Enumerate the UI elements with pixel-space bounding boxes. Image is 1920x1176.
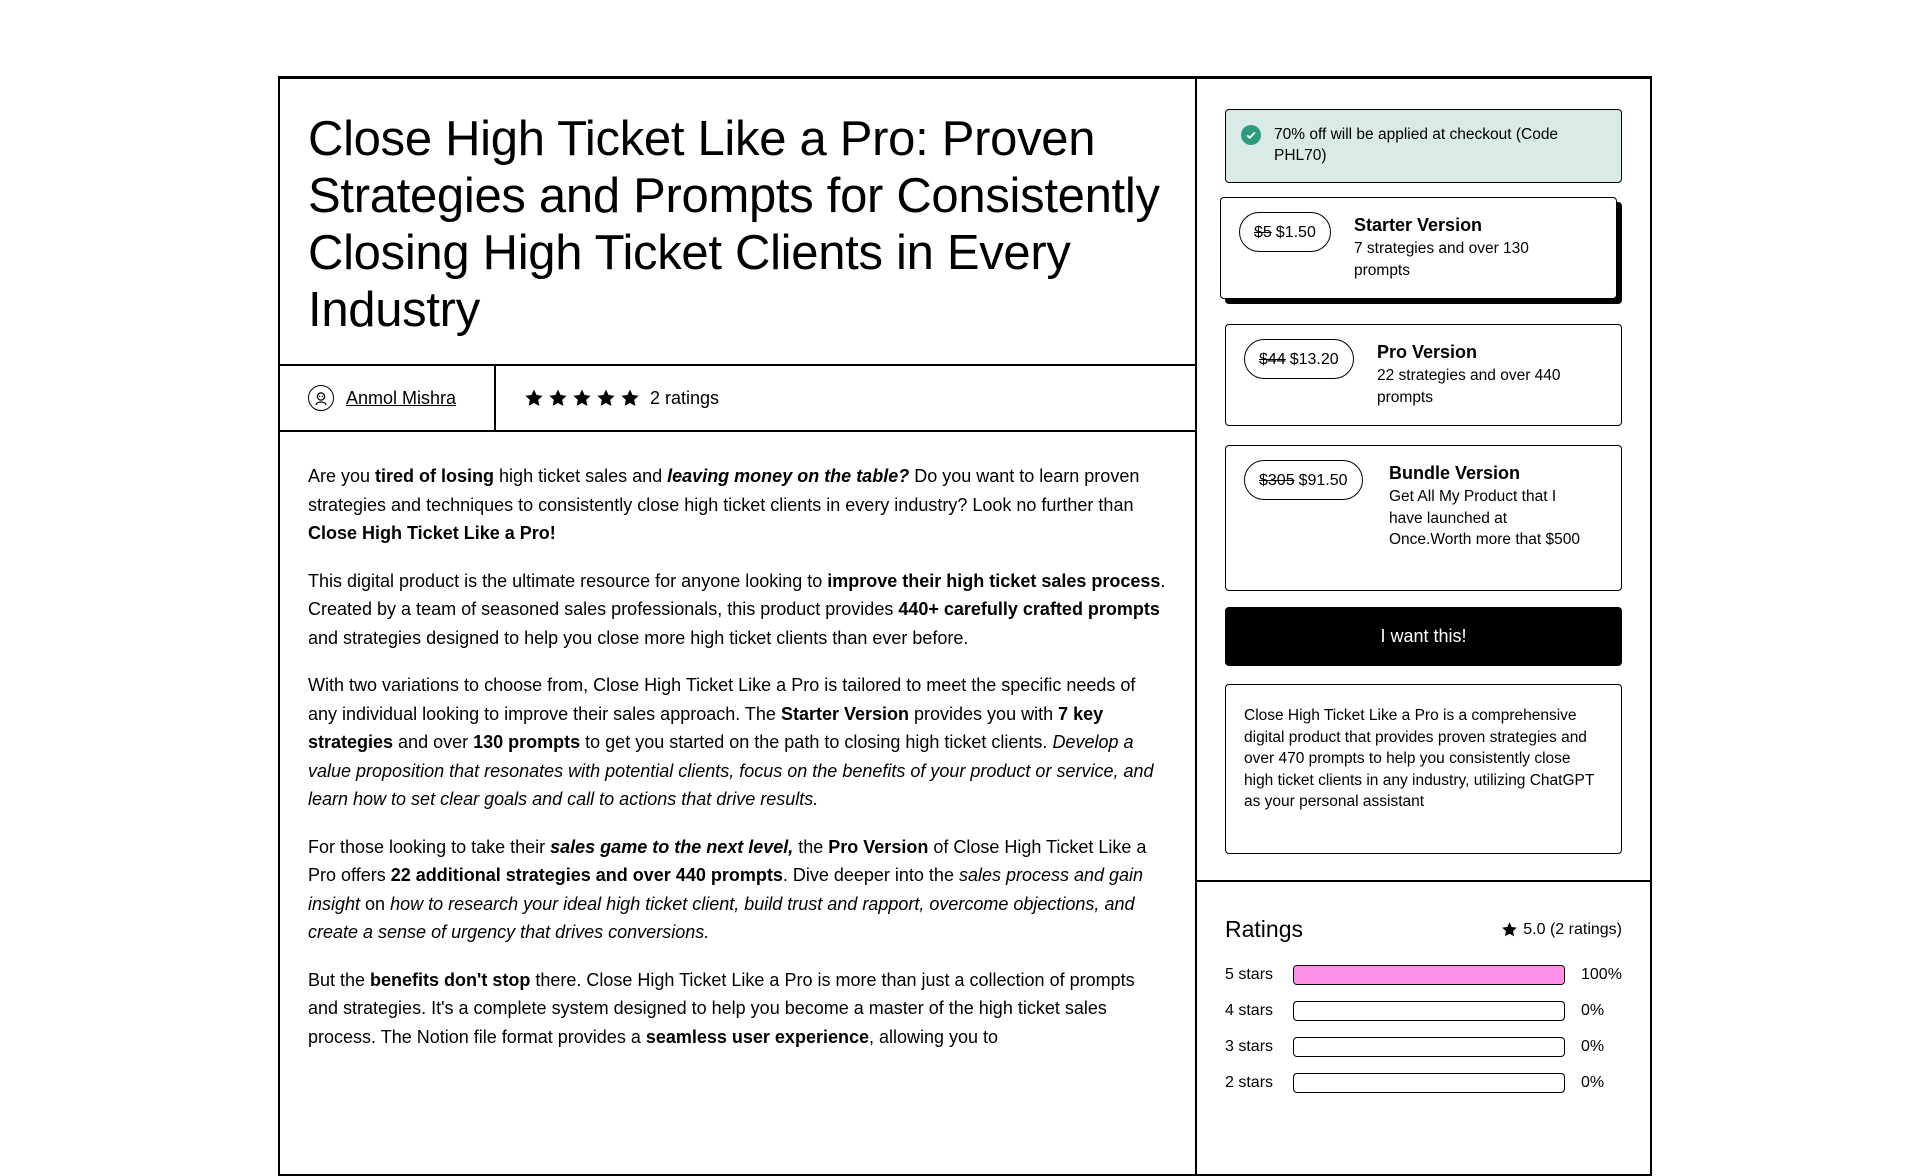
description-text: For those looking to take their — [308, 836, 551, 857]
rating-bar — [1293, 965, 1565, 985]
description-text: Starter Version — [780, 703, 910, 724]
option-bundle-version[interactable] — [1225, 445, 1622, 591]
description-text: But the — [308, 969, 371, 990]
description-text: sales game to the next level, — [550, 836, 794, 857]
rating-row — [1225, 993, 1622, 1029]
rating-row-label: 5 stars — [1225, 966, 1274, 983]
description-text: Do you want to learn proven strategies and techniques to consistently close high ticket clients in every industry? Look no further than — [308, 466, 1140, 515]
star-icon — [620, 388, 640, 408]
purchase-panel — [1197, 79, 1650, 1174]
description-text: . Dive deeper into the — [782, 865, 959, 885]
discount-notice-text: 70% off will be applied at checkout (Code PHL70) — [1274, 126, 1559, 164]
rating-row-label: 2 stars — [1225, 1074, 1274, 1091]
star-icon — [596, 388, 616, 408]
option-text — [1389, 462, 1589, 551]
description-text: 22 additional strategies and over 440 prompts — [390, 865, 783, 885]
option-pro-version[interactable] — [1225, 324, 1622, 426]
product-meta — [280, 366, 1195, 432]
description-text: and over — [393, 732, 474, 752]
description-text: to get you started on the path to closing high ticket clients. — [580, 732, 1053, 752]
description-text: Develop a value proposition that resonates with potential clients, focus on the benefits of your product or service, and learn how to set clear goals and call to actions that drive results. — [308, 732, 1154, 809]
author-link[interactable]: Anmol Mishra — [346, 387, 457, 408]
description-text: the — [793, 836, 829, 857]
ratings-count: 2 ratings — [650, 387, 720, 408]
option-description: 22 strategies and over 440 prompts — [1377, 367, 1561, 406]
rating-row — [1225, 957, 1622, 993]
option-name: Starter Version — [1354, 215, 1483, 235]
option-price — [1239, 212, 1331, 252]
rating-row-percent: 0% — [1581, 1002, 1605, 1019]
product-summary: Close High Ticket Like a Pro is a comprehensive digital product that provides proven strategies and over 470 prompts to help you consistently close high ticket clients in any industry, utilizing ChatGPT as your personal assistant — [1225, 684, 1622, 854]
description-text: Are you — [308, 466, 376, 486]
option-price — [1244, 339, 1354, 379]
old-price: $5 — [1254, 224, 1272, 241]
rating-bar — [1293, 1001, 1565, 1021]
ratings-section — [1197, 880, 1650, 1101]
avatar-face-icon — [313, 390, 329, 406]
description-paragraph — [308, 671, 1167, 814]
description-text: high ticket sales and — [494, 466, 668, 486]
rating-summary[interactable] — [496, 388, 719, 409]
ratings-score-text: 5.0 (2 ratings) — [1523, 920, 1622, 938]
description-text: provides you with — [909, 703, 1059, 724]
star-icon — [572, 388, 592, 408]
description-text: of Close High Ticket Like a Pro offers — [308, 836, 1147, 885]
description-text: benefits don't stop — [370, 969, 531, 990]
description-text: on — [360, 893, 391, 914]
description-text: This digital product is the ultimate resource for anyone looking to — [308, 570, 828, 591]
description-text: . Created by a team of seasoned sales professionals, this product provides — [308, 570, 1166, 619]
description-text: Close High Ticket Like a Pro! — [308, 523, 556, 543]
star-icon — [548, 388, 568, 408]
option-price — [1244, 460, 1363, 500]
description-paragraph — [308, 966, 1167, 1052]
star-icon — [524, 388, 544, 408]
rating-bar — [1293, 1037, 1565, 1057]
old-price: $305 — [1259, 472, 1295, 489]
avatar[interactable] — [308, 385, 334, 411]
new-price: $1.50 — [1275, 224, 1316, 241]
rating-bar-fill — [1294, 966, 1564, 984]
buy-button[interactable]: I want this! — [1225, 607, 1622, 666]
rating-row-label: 4 stars — [1225, 1002, 1274, 1019]
rating-stars — [524, 388, 644, 408]
description-text: there. Close High Ticket Like a Pro is more than just a collection of prompts and strategies. It's a complete system designed to help you become a master of the high ticket sales process. The Notion file format provides a — [308, 969, 1135, 1047]
author-block[interactable] — [280, 366, 496, 430]
rating-row — [1225, 1029, 1622, 1065]
option-starter-version[interactable] — [1220, 197, 1617, 299]
product-card — [278, 76, 1652, 1176]
description-paragraph — [308, 462, 1167, 548]
check-circle-icon — [1241, 125, 1261, 145]
description-text: improve their high ticket sales process — [827, 570, 1161, 591]
description-text: tired of losing — [375, 466, 495, 486]
new-price: $13.20 — [1289, 351, 1339, 368]
old-price: $44 — [1259, 351, 1286, 368]
option-name: Pro Version — [1377, 342, 1478, 362]
description-text: sales process and gain insight — [308, 865, 1144, 914]
product-title: Close High Ticket Like a Pro: Proven Strategies and Prompts for Consistently Closing High Ticket Clients in Every Industry — [308, 112, 1160, 337]
ratings-breakdown — [1225, 957, 1622, 1101]
title-section — [280, 79, 1195, 366]
rating-row — [1225, 1065, 1622, 1101]
rating-row-label: 3 stars — [1225, 1038, 1274, 1055]
option-text — [1377, 341, 1592, 408]
description-paragraph — [308, 833, 1167, 947]
discount-notice — [1225, 109, 1622, 183]
description-text: and strategies designed to help you close more high ticket clients than ever before. — [308, 627, 969, 648]
rating-row-percent: 0% — [1581, 1074, 1605, 1091]
option-text — [1354, 214, 1544, 281]
star-icon — [1501, 921, 1518, 938]
product-description — [280, 432, 1195, 1051]
description-text: , allowing you to — [868, 1026, 999, 1047]
description-text: how to research your ideal high ticket client, build trust and rapport, overcome objections, and create a sense of urgency that drives conversions. — [308, 893, 1135, 942]
description-text: 440+ carefully crafted prompts — [898, 599, 1160, 619]
rating-row-percent: 0% — [1581, 1038, 1605, 1055]
ratings-header — [1225, 916, 1622, 943]
description-text: 7 key strategies — [308, 703, 1104, 752]
option-description: Get All My Product that I have launched at Once.Worth more that $500 — [1389, 488, 1580, 548]
option-name: Bundle Version — [1389, 463, 1521, 483]
description-text: 130 prompts — [473, 732, 581, 752]
description-text: leaving money on the table? — [667, 466, 910, 486]
rating-row-percent: 100% — [1581, 966, 1622, 983]
ratings-title: Ratings — [1225, 916, 1303, 942]
option-description: 7 strategies and over 130 prompts — [1354, 240, 1529, 279]
product-main — [280, 79, 1197, 1174]
description-paragraph — [308, 567, 1167, 653]
new-price: $91.50 — [1298, 472, 1348, 489]
description-text: With two variations to choose from, Close High Ticket Like a Pro is tailored to meet the specific needs of any individual looking to improve their sales approach. The — [308, 675, 1136, 724]
description-text: Pro Version — [828, 836, 929, 857]
rating-bar — [1293, 1073, 1565, 1093]
description-text: seamless user experience — [645, 1026, 869, 1047]
ratings-score — [1501, 921, 1622, 939]
